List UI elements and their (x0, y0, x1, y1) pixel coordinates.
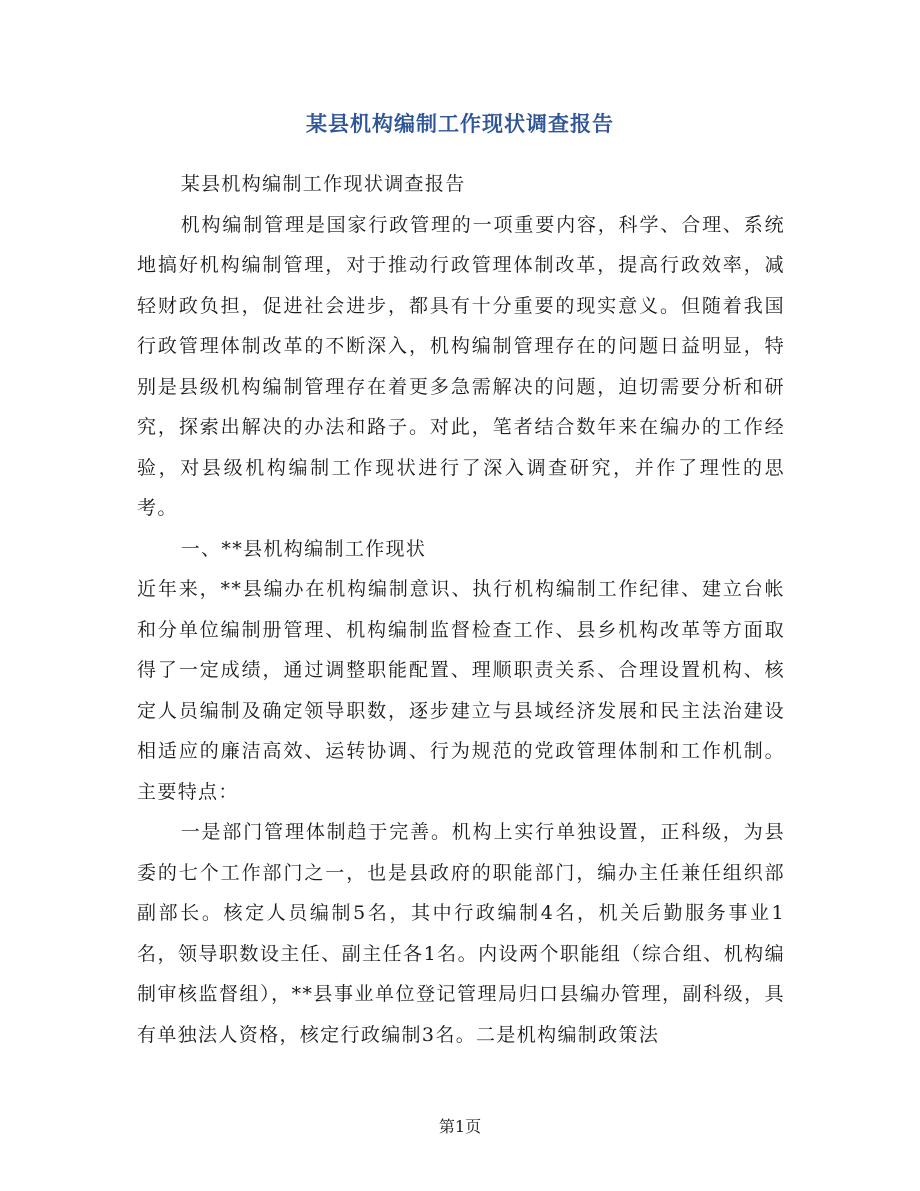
paragraph-subtitle: 某县机构编制工作现状调查报告 (180, 173, 466, 195)
page-number: 第1页 (438, 1117, 482, 1136)
document-title: 某县机构编制工作现状调查报告 (306, 111, 614, 136)
section-heading: 一、**县机构编制工作现状 (180, 537, 427, 560)
document-body (137, 164, 785, 1055)
paragraph-overview: 近年来，**县编办在机构编制意识、执行机构编制工作纪律、建立台帐和分单位编制册管理、机构编制监督检查工作、县乡机构改革等方面取得了一定成绩，通过调整职能配置、理顺职责关系、合理设置机构、核定人员编制及确定领导职数，逐步建立与县域经济发展和民主法治建设相适应的廉洁高效、运转协调、行为规范的党政管理体制和工作机制。主要特点： (137, 578, 785, 803)
paragraph-features: 一是部门管理体制趋于完善。机构上实行单独设置，正科级，为县委的七个工作部门之一，也是县政府的职能部门，编办主任兼任组织部副部长。核定人员编制5名，其中行政编制4名，机关后勤服务事业1名，领导职数设主任、副主任各1名。内设两个职能组（综合组、机构编制审核监督组），**县事业单位登记管理局归口县编办管理，副科级，具有单独法人资格，核定行政编制3名。二是机构编制政策法 (137, 821, 785, 1046)
paragraph-intro: 机构编制管理是国家行政管理的一项重要内容，科学、合理、系统地搞好机构编制管理，对于推动行政管理体制改革，提高行政效率，减轻财政负担，促进社会进步，都具有十分重要的现实意义。但随着我国行政管理体制改革的不断深入，机构编制管理存在的问题日益明显，特别是县级机构编制管理存在着更多急需解决的问题，迫切需要分析和研究，探索出解决的办法和路子。对此，笔者结合数年来在编办的工作经验，对县级机构编制工作现状进行了深入调查研究，并作了理性的思考。 (137, 213, 785, 519)
